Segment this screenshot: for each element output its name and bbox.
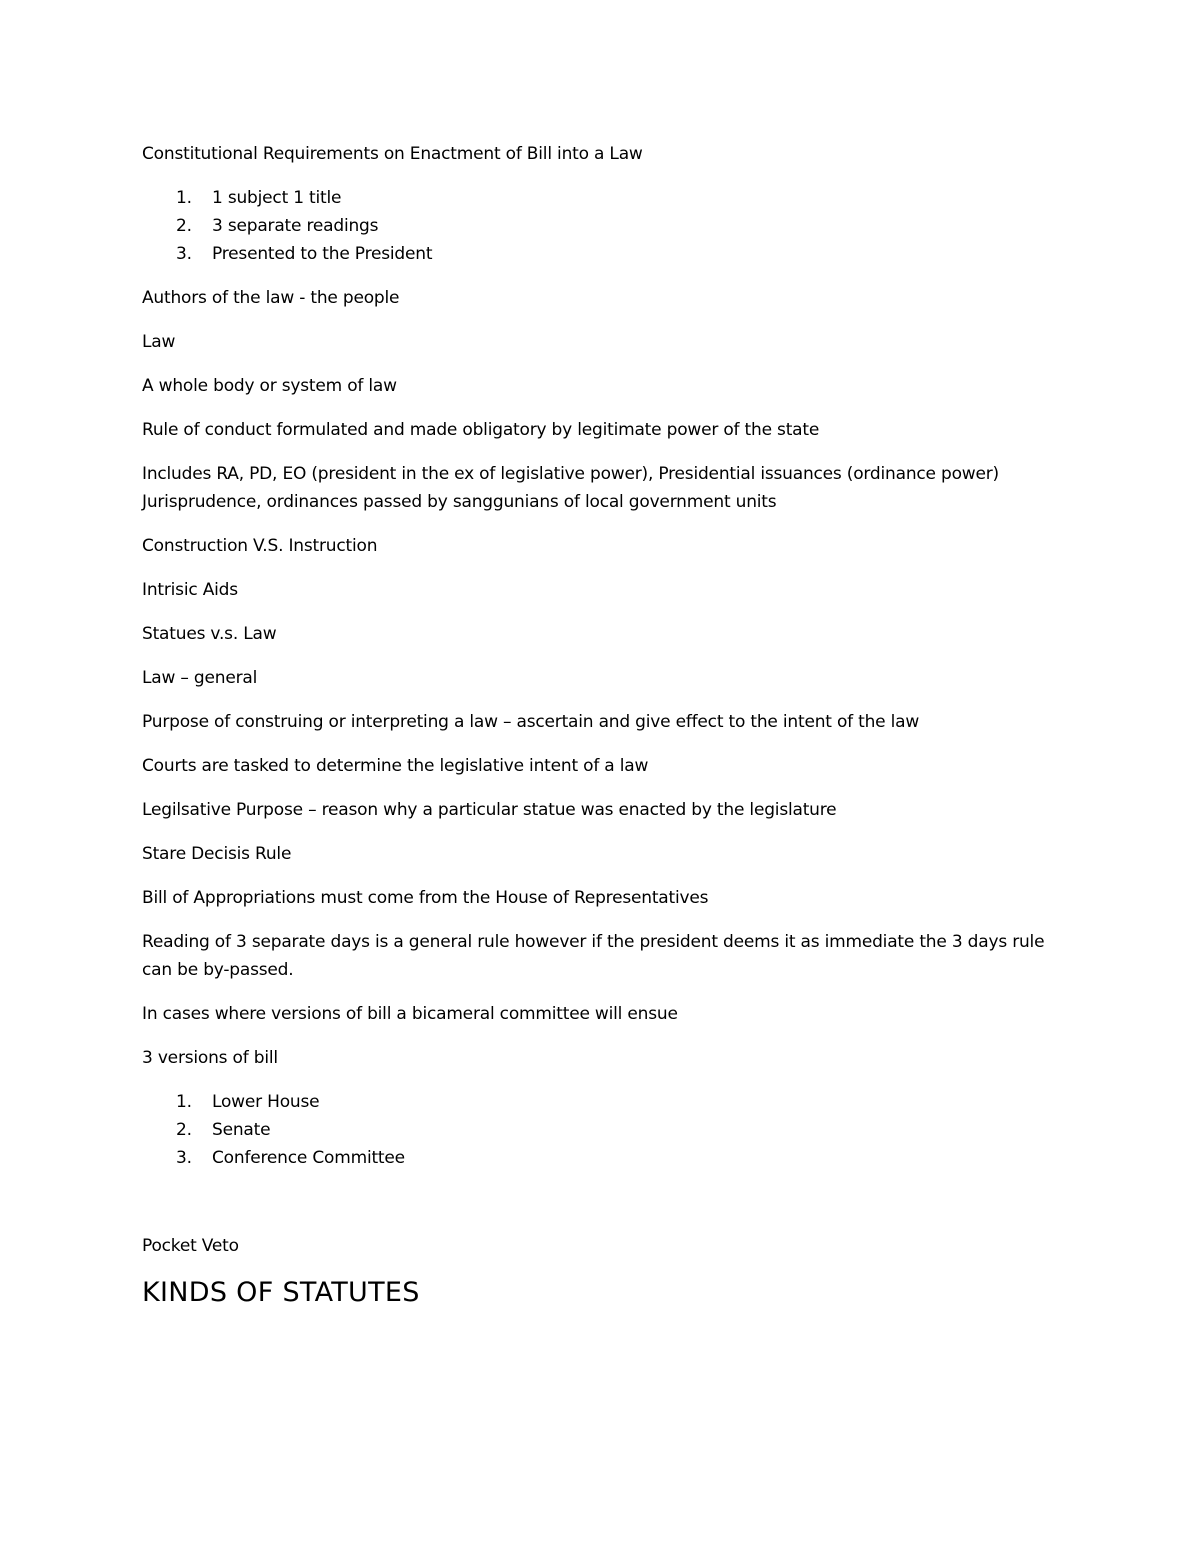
list-item-text: Conference Committee (212, 1148, 405, 1168)
paragraph: 3 versions of bill (142, 1048, 278, 1068)
list-item-text: 1 subject 1 title (212, 188, 342, 208)
requirements-list (142, 184, 1062, 268)
list-item (142, 1144, 1062, 1172)
list-item-text: 3 separate readings (212, 216, 379, 236)
section-heading: KINDS OF STATUTES (142, 1277, 420, 1308)
list-number: 2. (176, 1120, 192, 1140)
paragraph: Stare Decisis Rule (142, 844, 292, 864)
list-item-text: Presented to the President (212, 244, 433, 264)
list-item (142, 184, 1062, 212)
list-item (142, 1088, 1062, 1116)
list-item (142, 1116, 1062, 1144)
blank-line (142, 1188, 1062, 1232)
paragraph: Construction V.S. Instruction (142, 536, 378, 556)
paragraph: Authors of the law - the people (142, 288, 400, 308)
paragraph: Includes RA, PD, EO (president in the ex of legislative power), Presidential issuances (ordinance power) Jurisprudence, ordinances passed by sanggunians of local government units (142, 464, 999, 512)
list-item (142, 240, 1062, 268)
versions-list (142, 1088, 1062, 1172)
section-title: Constitutional Requirements on Enactment of Bill into a Law (142, 144, 643, 164)
paragraph: Statues v.s. Law (142, 624, 277, 644)
paragraph: Intrisic Aids (142, 580, 238, 600)
paragraph: Reading of 3 separate days is a general rule however if the president deems it as immediate the 3 days rule can be by-passed. (142, 932, 1045, 980)
paragraph: Law – general (142, 668, 258, 688)
list-number: 3. (176, 244, 192, 264)
paragraph: Law (142, 332, 176, 352)
paragraph: Courts are tasked to determine the legislative intent of a law (142, 756, 649, 776)
paragraph: Bill of Appropriations must come from the House of Representatives (142, 888, 709, 908)
paragraph: Purpose of construing or interpreting a law – ascertain and give effect to the intent of the law (142, 712, 920, 732)
document-body (142, 140, 1062, 1310)
list-number: 3. (176, 1148, 192, 1168)
list-number: 1. (176, 1092, 192, 1112)
paragraph: Rule of conduct formulated and made obligatory by legitimate power of the state (142, 420, 820, 440)
paragraph: A whole body or system of law (142, 376, 397, 396)
list-number: 1. (176, 188, 192, 208)
paragraph: Legilsative Purpose – reason why a particular statue was enacted by the legislature (142, 800, 837, 820)
list-item (142, 212, 1062, 240)
paragraph: In cases where versions of bill a bicameral committee will ensue (142, 1004, 678, 1024)
list-item-text: Lower House (212, 1092, 320, 1112)
list-item-text: Senate (212, 1120, 271, 1140)
paragraph: Pocket Veto (142, 1236, 239, 1256)
list-number: 2. (176, 216, 192, 236)
